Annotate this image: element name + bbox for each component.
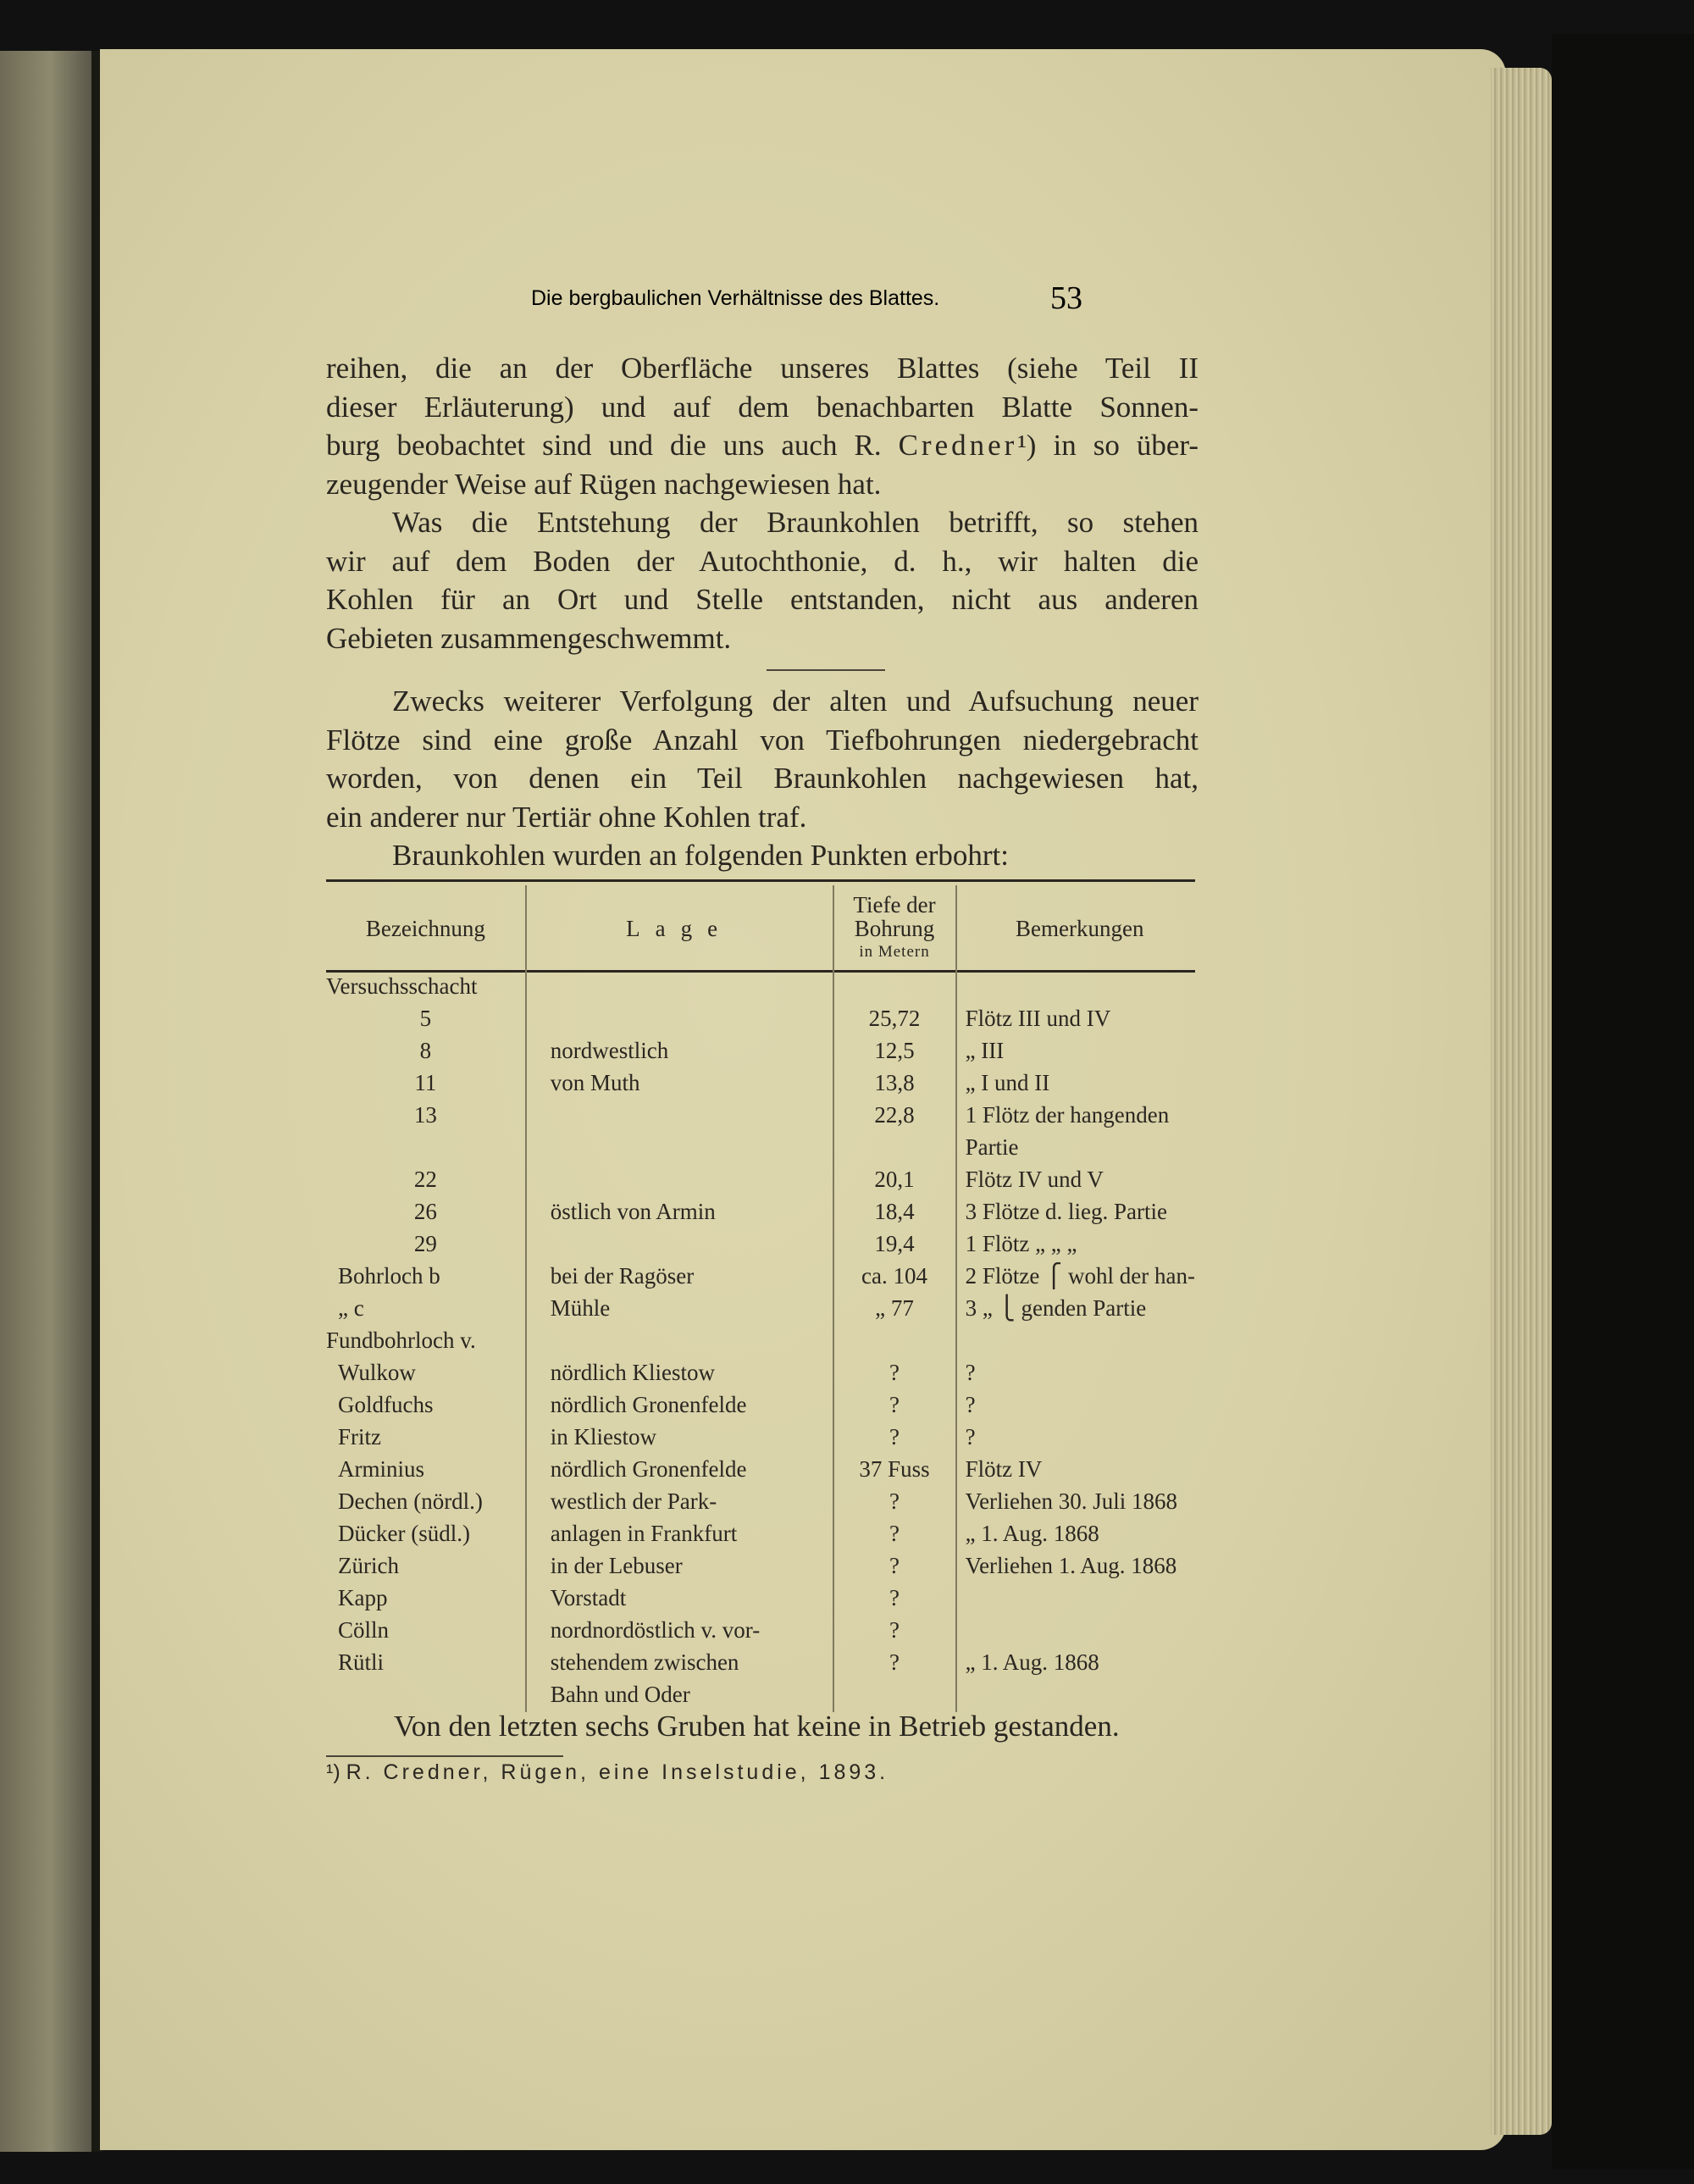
- cell-tiefe: ?: [833, 1551, 956, 1583]
- header-lage: Lage: [526, 885, 833, 972]
- cell-tiefe: ?: [833, 1616, 956, 1648]
- cell-lage: bei der Ragöser: [526, 1261, 833, 1294]
- cell-lage: [526, 1100, 833, 1133]
- cell-name: Kapp: [338, 1585, 388, 1610]
- cell-name: Fritz: [338, 1424, 381, 1450]
- text-line: Was die Entstehung der Braunkohlen betrifft, so stehen: [392, 506, 1199, 539]
- cell-name: 26: [413, 1199, 437, 1224]
- footnote-rule: [326, 1755, 563, 1757]
- cell-tiefe: 19,4: [833, 1229, 956, 1261]
- table-row: [326, 1358, 1195, 1390]
- cell-tiefe: [833, 1326, 956, 1358]
- table-row: [326, 1583, 1195, 1616]
- cell-remark: „ 1. Aug. 1868: [956, 1648, 1195, 1680]
- cell-tiefe: 37 Fuss: [833, 1455, 956, 1487]
- cell-lage: [526, 1165, 833, 1197]
- cell-lage: Bahn und Oder: [526, 1680, 833, 1712]
- cell-tiefe: [833, 1680, 956, 1712]
- cell-remark: Partie: [956, 1133, 1195, 1165]
- table-row: [326, 1133, 1195, 1165]
- header-bemerkungen: Bemerkungen: [956, 885, 1195, 972]
- book-cover: [1552, 34, 1694, 2169]
- boreholes-table: [326, 885, 1195, 1712]
- cell-tiefe: 13,8: [833, 1068, 956, 1100]
- table-row: [326, 1519, 1195, 1551]
- author-name: Credner: [898, 429, 1018, 462]
- cell-lage: anlagen in Frankfurt: [526, 1519, 833, 1551]
- cell-remark: 3 Flötze d. lieg. Partie: [956, 1197, 1195, 1229]
- table-row: [326, 1068, 1195, 1100]
- cell-tiefe: ?: [833, 1422, 956, 1455]
- cell-remark: Verliehen 30. Juli 1868: [956, 1487, 1195, 1519]
- cell-lage: östlich von Armin: [526, 1197, 833, 1229]
- page-edges: [1491, 68, 1552, 2135]
- paragraph-2: [326, 503, 1199, 657]
- cell-tiefe: 20,1: [833, 1165, 956, 1197]
- cell-name: Dechen (nördl.): [338, 1488, 483, 1514]
- cell-tiefe: ?: [833, 1358, 956, 1390]
- table-row: [326, 1390, 1195, 1422]
- table-row: [326, 1422, 1195, 1455]
- text-line: ein anderer nur Tertiär ohne Kohlen traf.: [326, 800, 807, 834]
- header-tiefe: Tiefe der Bohrung in Metern: [833, 885, 956, 972]
- cell-remark: 1 Flötz „ „ „: [956, 1229, 1195, 1261]
- cell-tiefe: ?: [833, 1487, 956, 1519]
- cell-remark: „ 1. Aug. 1868: [956, 1519, 1195, 1551]
- cell-name: Zürich: [338, 1553, 399, 1578]
- table-row: [326, 1100, 1195, 1133]
- cell-lage: nördlich Gronenfelde: [526, 1455, 833, 1487]
- cell-tiefe: ?: [833, 1583, 956, 1616]
- table-row: [326, 1680, 1195, 1712]
- cell-tiefe: ?: [833, 1519, 956, 1551]
- cell-remark: 3 „ ⎩ genden Partie: [956, 1294, 1195, 1326]
- cell-name: Versuchsschacht: [326, 973, 478, 999]
- cell-name: Cölln: [338, 1617, 390, 1643]
- cell-remark: „ III: [956, 1036, 1195, 1068]
- cell-lage: Mühle: [526, 1294, 833, 1326]
- cell-lage: [526, 1326, 833, 1358]
- cell-tiefe: ca. 104: [833, 1261, 956, 1294]
- cell-lage: nördlich Kliestow: [526, 1358, 833, 1390]
- cell-lage: Vorstadt: [526, 1583, 833, 1616]
- section-separator: [767, 669, 885, 671]
- cell-name: 13: [413, 1102, 437, 1128]
- table-row: [326, 1165, 1195, 1197]
- cell-remark: [956, 1616, 1195, 1648]
- cell-remark: [956, 1680, 1195, 1712]
- cell-lage: nördlich Gronenfelde: [526, 1390, 833, 1422]
- cell-lage: [526, 972, 833, 1004]
- cell-tiefe: „ 77: [833, 1294, 956, 1326]
- cell-lage: westlich der Park-: [526, 1487, 833, 1519]
- cell-remark: 1 Flötz der hangenden: [956, 1100, 1195, 1133]
- table-row: [326, 1326, 1195, 1358]
- cell-lage: stehendem zwischen: [526, 1648, 833, 1680]
- cell-remark: [956, 1583, 1195, 1616]
- table-row: [326, 1261, 1195, 1294]
- cell-tiefe: [833, 1133, 956, 1165]
- page-number: 53: [1050, 280, 1082, 316]
- cell-name: Bohrloch b: [338, 1263, 440, 1289]
- table-row: [326, 1294, 1195, 1326]
- cell-remark: ?: [956, 1422, 1195, 1455]
- paragraph-3: [326, 682, 1199, 836]
- table-top-rule: [326, 879, 1195, 882]
- cell-remark: ?: [956, 1358, 1195, 1390]
- cell-name: Rütli: [338, 1649, 385, 1675]
- text-line: Flötze sind eine große Anzahl von Tiefbohrungen niedergebracht: [326, 723, 1199, 757]
- cell-remark: Flötz IV: [956, 1455, 1195, 1487]
- cell-tiefe: 25,72: [833, 1004, 956, 1036]
- text-line: Gebieten zusammengeschwemmt.: [326, 621, 732, 655]
- cell-lage: nordnordöstlich v. vor-: [526, 1616, 833, 1648]
- table-row: [326, 1551, 1195, 1583]
- cell-name: 22: [413, 1167, 437, 1192]
- header-bezeichnung: Bezeichnung: [365, 916, 485, 941]
- table-row: [326, 1487, 1195, 1519]
- cell-name: Wulkow: [338, 1360, 416, 1385]
- cell-lage: von Muth: [526, 1068, 833, 1100]
- text-line: worden, von denen ein Teil Braunkohlen nachgewiesen hat,: [326, 762, 1199, 795]
- cell-name: Goldfuchs: [338, 1392, 434, 1417]
- table-body: [326, 972, 1195, 1712]
- footnote-mark: ¹): [326, 1760, 340, 1784]
- table-row: [326, 1229, 1195, 1261]
- text-line: burg beobachtet sind und die uns auch R. Credner¹) in so über-: [326, 429, 1199, 462]
- cell-name: [326, 1133, 526, 1165]
- cell-name: 5: [419, 1006, 432, 1031]
- cell-name: Dücker (südl.): [338, 1521, 470, 1546]
- table-row: [326, 1004, 1195, 1036]
- cell-lage: [526, 1229, 833, 1261]
- paragraph-4: [326, 836, 1199, 875]
- table-row: [326, 1455, 1195, 1487]
- cell-lage: in Kliestow: [526, 1422, 833, 1455]
- cell-lage: nordwestlich: [526, 1036, 833, 1068]
- table-row: [326, 1197, 1195, 1229]
- footnote-text: R. Credner, Rügen, eine Inselstudie, 1893.: [346, 1760, 889, 1784]
- cell-remark: [956, 1326, 1195, 1358]
- cell-tiefe: [833, 972, 956, 1004]
- cell-remark: Flötz IV und V: [956, 1165, 1195, 1197]
- cell-tiefe: 22,8: [833, 1100, 956, 1133]
- text-line: Braunkohlen wurden an folgenden Punkten erbohrt:: [392, 839, 1010, 872]
- closing-sentence: Von den letzten sechs Gruben hat keine in Betrieb gestanden.: [394, 1710, 1120, 1743]
- table-row: [326, 1616, 1195, 1648]
- cell-remark: Verliehen 1. Aug. 1868: [956, 1551, 1195, 1583]
- text-line: zeugender Weise auf Rügen nachgewiesen hat.: [326, 467, 882, 501]
- table-row: [326, 1036, 1195, 1068]
- paragraph-1: [326, 349, 1199, 503]
- cell-name: 29: [413, 1231, 437, 1256]
- text-line: dieser Erläuterung) und auf dem benachbarten Blatte Sonnen-: [326, 390, 1199, 424]
- cell-remark: 2 Flötze ⎧ wohl der han-: [956, 1261, 1195, 1294]
- left-page-edge: [0, 51, 91, 2152]
- cell-lage: [526, 1004, 833, 1036]
- cell-name: „ c: [338, 1295, 364, 1321]
- cell-name: Fundbohrloch v.: [326, 1328, 476, 1353]
- table-row: [326, 972, 1195, 1004]
- cell-name: Arminius: [338, 1456, 425, 1482]
- cell-remark: Flötz III und IV: [956, 1004, 1195, 1036]
- cell-remark: „ I und II: [956, 1068, 1195, 1100]
- cell-remark: [956, 972, 1195, 1004]
- text-line: Kohlen für an Ort und Stelle entstanden, nicht aus anderen: [326, 583, 1199, 616]
- cell-tiefe: 12,5: [833, 1036, 956, 1068]
- cell-tiefe: 18,4: [833, 1197, 956, 1229]
- cell-name: [326, 1680, 526, 1712]
- text-line: Zwecks weiterer Verfolgung der alten und Aufsuchung neuer: [392, 685, 1199, 718]
- cell-name: 11: [414, 1070, 437, 1095]
- text-line: wir auf dem Boden der Autochthonie, d. h., wir halten die: [326, 544, 1199, 578]
- footnote: [326, 1760, 889, 1785]
- footnote-ref: ¹): [1017, 429, 1037, 462]
- cell-lage: [526, 1133, 833, 1165]
- table-header-row: [326, 885, 1195, 972]
- running-title: Die bergbaulichen Verhältnisse des Blattes.: [531, 286, 940, 310]
- cell-tiefe: ?: [833, 1390, 956, 1422]
- cell-tiefe: ?: [833, 1648, 956, 1680]
- table-row: [326, 1648, 1195, 1680]
- cell-name: 8: [419, 1038, 432, 1063]
- text-line: reihen, die an der Oberfläche unseres Blattes (siehe Teil II: [326, 352, 1199, 385]
- cell-remark: ?: [956, 1390, 1195, 1422]
- cell-lage: in der Lebuser: [526, 1551, 833, 1583]
